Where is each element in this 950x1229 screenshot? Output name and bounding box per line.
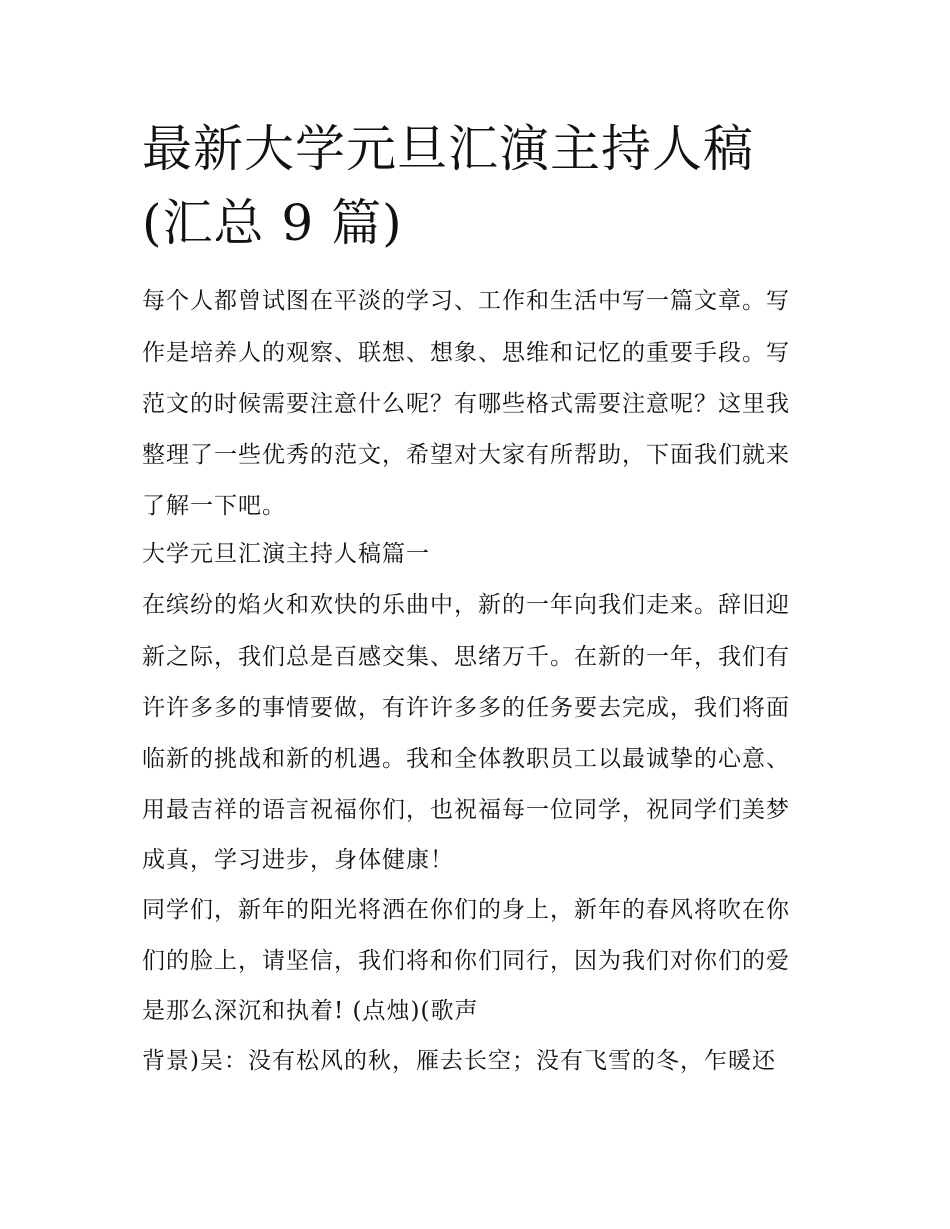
paragraph-line: 背景)吴：没有松风的秋，雁去长空；没有飞雪的冬，乍暖还 bbox=[142, 1048, 776, 1074]
paragraph-line: 用最吉祥的语言祝福你们，也祝福每一位同学，祝同学们美梦 bbox=[142, 797, 790, 823]
intro-line: 整理了一些优秀的范文，希望对大家有所帮助，下面我们就来 bbox=[142, 442, 790, 468]
intro-line: 作是培养人的观察、联想、想象、思维和记忆的重要手段。写 bbox=[142, 340, 790, 366]
paragraph-line: 在缤纷的焰火和欢快的乐曲中，新的一年向我们走来。辞旧迎 bbox=[142, 592, 790, 618]
intro-line: 了解一下吧。 bbox=[142, 493, 286, 519]
paragraph-line: 同学们，新年的阳光将洒在你们的身上，新年的春风将吹在你 bbox=[142, 897, 790, 923]
section-heading: 大学元旦汇演主持人稿篇一 bbox=[142, 541, 430, 567]
intro-line: 范文的时候需要注意什么呢？有哪些格式需要注意呢？这里我 bbox=[142, 391, 790, 417]
paragraph-line: 新之际，我们总是百感交集、思绪万千。在新的一年，我们有 bbox=[142, 644, 790, 670]
paragraph-line: 们的脸上，请坚信，我们将和你们同行，因为我们对你们的爱 bbox=[142, 948, 790, 974]
paragraph-line: 许许多多的事情要做，有许许多多的任务要去完成，我们将面 bbox=[142, 695, 790, 721]
intro-line: 每个人都曾试图在平淡的学习、工作和生活中写一篇文章。写 bbox=[142, 288, 790, 314]
document-title: 最新大学元旦汇演主持人稿(汇总 9 篇) bbox=[142, 120, 754, 252]
paragraph-line: 临新的挑战和新的机遇。我和全体教职员工以最诚挚的心意、 bbox=[142, 746, 790, 772]
paragraph-line: 是那么深沉和执着! (点烛)(歌声 bbox=[142, 998, 479, 1024]
paragraph-line: 成真，学习进步，身体健康！ bbox=[142, 847, 454, 873]
